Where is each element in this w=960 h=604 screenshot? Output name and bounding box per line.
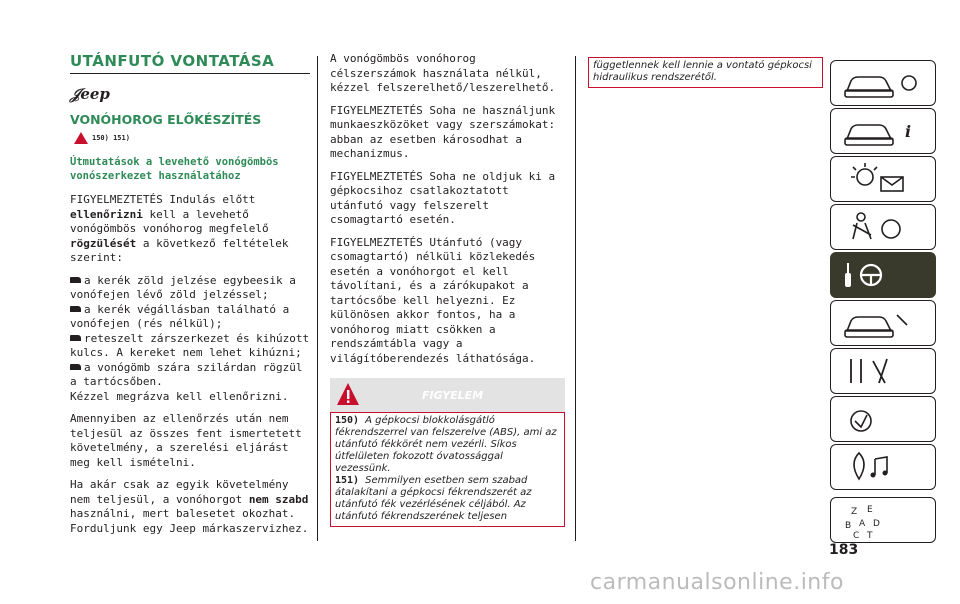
- warning-triangle-icon: [74, 132, 88, 144]
- note-number: 150): [335, 415, 360, 426]
- sidebar-tab-maintenance[interactable]: [830, 348, 936, 394]
- middle-column: [330, 52, 565, 527]
- list-item: [70, 332, 310, 361]
- car-bullet-icon: [70, 277, 81, 283]
- list-item-text: a kerék végállásban található a vonófejen (rés nélkül);: [70, 302, 290, 330]
- car-info-icon: [831, 61, 935, 105]
- paragraph: [70, 478, 310, 536]
- watermark: carmanualsonline.info: [590, 570, 844, 595]
- svg-text:A: A: [859, 519, 866, 529]
- jeep-logo: 𝒥eep: [70, 85, 110, 103]
- svg-text:Z: Z: [851, 507, 858, 517]
- note-item: [335, 475, 560, 523]
- list-item-text: a vonógömb szára szilárdan rögzül a tartócsőben.: [70, 360, 303, 388]
- text: használni, mert balesetet okozhat. Forduljunk egy Jeep márkaszervizhez.: [70, 507, 309, 535]
- paragraph: Kézzel megrázva kell ellenőrizni.: [70, 389, 289, 403]
- paragraph: [70, 193, 310, 266]
- page-title: UTÁNFUTÓ VONTATÁSA: [70, 52, 310, 74]
- list-item-text: a kerék zöld jelzése egybeesik a vonófejen lévő zöld jelzéssel;: [70, 273, 296, 301]
- warning-label: FIGYELEM: [422, 389, 484, 402]
- text: a következő feltételek szerint:: [70, 236, 289, 264]
- list-item: [70, 274, 310, 303]
- car-bullet-icon: [70, 335, 81, 341]
- note-text: A gépkocsi blokkolásgátló fékrendszerrel van felszerelve (ABS), ami az utánfutó fékkörét nem vezérli. Síkos útfelületen fokozott óvatossággal vezessünk.: [335, 415, 557, 474]
- column-divider: [317, 56, 318, 541]
- paragraph: Amennyiben az ellenőrzés után nem teljesül az összes fent ismertetett követelmény, a szerelési eljárást meg kell ismételni.: [70, 412, 302, 469]
- bold-text: ellenőrizni: [70, 207, 143, 221]
- text: kell a levehető vonógömbös vonóhorog megfelelő: [70, 207, 269, 235]
- svg-text:D: D: [873, 519, 880, 529]
- list-item: [70, 303, 310, 332]
- paragraph: FIGYELMEZTETÉS Soha ne oldjuk ki a gépkocsihoz csatlakoztatott utánfutó vagy felszerelt csomagtartó esetén.: [330, 169, 556, 226]
- list-item-text: reteszelt zárszerkezet és kihúzott kulcs. A kereket nem lehet kihúzni;: [70, 331, 310, 359]
- warning-references: [74, 132, 310, 144]
- sidebar-tab-car-book[interactable]: [830, 108, 936, 154]
- sidebar-tab-safety[interactable]: [830, 204, 936, 250]
- column-divider: [575, 56, 576, 541]
- paragraph: A vonógömbös vonóhorog célszerszámok használata nélkül, kézzel felszerelhető/leszerelhető.: [330, 52, 556, 94]
- note-item: [335, 415, 560, 475]
- warning-lights-mail-icon: [831, 157, 935, 201]
- multimedia-icon: [831, 445, 935, 489]
- sidebar-tab-car-info[interactable]: [830, 60, 936, 106]
- svg-text:E: E: [867, 505, 873, 515]
- car-crash-icon: [831, 397, 935, 441]
- bold-text: nem szabd: [248, 492, 309, 506]
- seat-belt-airbag-icon: [831, 205, 935, 249]
- paragraph: FIGYELMEZTETÉS Soha ne használjunk munkaeszközöket vagy szerszámokat: abban az esetben károsodhat a mechanizmus.: [330, 103, 556, 160]
- sidebar-tab-multimedia[interactable]: [830, 444, 936, 490]
- sidebar-tab-warning-lights[interactable]: [830, 156, 936, 202]
- sidebar-tab-index[interactable]: [830, 497, 936, 543]
- svg-text:T: T: [867, 531, 873, 541]
- reference-numbers: 150) 151): [92, 134, 130, 142]
- section-subtitle: VONÓHOROG ELŐKÉSZÍTÉS: [70, 112, 262, 127]
- car-service-icon: [831, 301, 935, 345]
- page-number: 183: [829, 542, 859, 558]
- sidebar-tab-starting-driving[interactable]: [830, 252, 936, 298]
- warning-notes: [330, 412, 565, 527]
- sidebar-tab-emergency[interactable]: [830, 300, 936, 346]
- svg-text:C: C: [853, 531, 860, 541]
- text: FIGYELMEZTETÉS Indulás előtt: [70, 193, 256, 206]
- right-column: [588, 57, 823, 88]
- warning-box-header: [330, 378, 565, 412]
- svg-text:i: i: [905, 122, 912, 141]
- note-text: Semmilyen esetben sem szabad átalakítani a gépkocsi fékrendszerét az utánfutó fék vezérlésének céljából. Az utánfutó fékrendszerének teljesen: [335, 475, 532, 522]
- key-steering-wheel-icon: [831, 253, 935, 297]
- index-letters-icon: [831, 498, 935, 542]
- bold-text: rögzülését: [70, 236, 137, 250]
- list-item: [70, 361, 310, 390]
- warning-triangle-icon: [336, 382, 360, 406]
- note-number: 151): [335, 475, 360, 486]
- car-book-icon: [831, 109, 935, 153]
- instructions-heading: Útmutatások a levehető vonógömbös vonószerkezet használatához: [70, 156, 279, 182]
- svg-text:B: B: [845, 521, 852, 531]
- car-bullet-icon: [70, 306, 81, 312]
- text: Ha akár csak az egyik követelmény nem teljesül, a vonóhorgot: [70, 478, 289, 506]
- left-column: [70, 52, 310, 544]
- warning-note-continuation: függetlennek kell lennie a vontató gépkocsi hidraulikus rendszerétől.: [588, 57, 823, 88]
- paragraph: FIGYELMEZTETÉS Utánfutó (vagy csomagtartó) nélküli közlekedés esetén a vonóhorgot el kell távolítani, és a zárókupakot a tartócsőbe kell helyezni. Ez különösen akkor fontos, ha a vonóhorog miatt csökken a rendszámtábla vagy a világítóberendezés láthatósága.: [330, 235, 536, 365]
- tools-icon: [831, 349, 935, 393]
- sidebar-tab-technical-data[interactable]: [830, 396, 936, 442]
- car-bullet-icon: [70, 364, 81, 370]
